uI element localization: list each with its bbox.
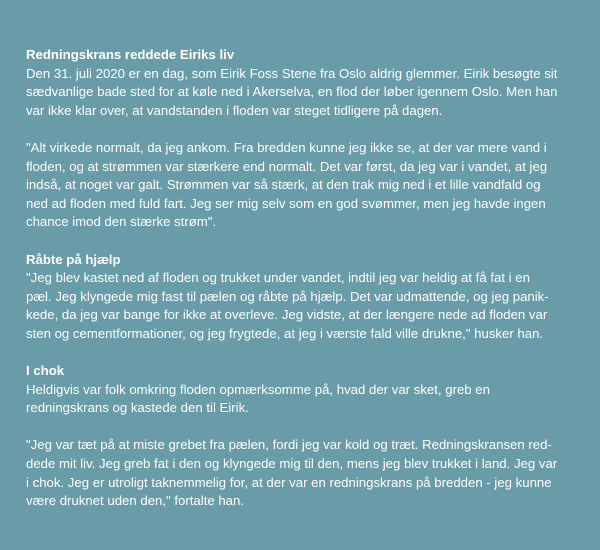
text-line: floden, og at strømmen var stærkere end normalt. Det var først, da jeg var i vandet, at jeg [26, 158, 548, 174]
article-title: Redningskrans reddede Eiriks liv [26, 47, 235, 62]
section2-paragraph [26, 269, 574, 343]
section-heading: I chok [26, 363, 65, 379]
text-line: sten og cementformationer, og jeg frygtede, at jeg i værste fald ville drukne," husker han. [26, 325, 544, 341]
text-line: i chok. Jeg er utroligt taknemmelig for, at der var en redningskrans på bredden - jeg kunne [26, 474, 552, 490]
text-line: var ikke klar over, at vandstanden i floden var steget tidligere på dagen. [26, 102, 443, 118]
text-line: pæl. Jeg klyngede mig fast til pælen og råbte på hjælp. Det var udmattende, og jeg panik- [26, 288, 549, 304]
text-line: dede mit liv. Jeg greb fat i den og klyngede mig til den, mens jeg blev trukket i land. Jeg var [26, 456, 558, 472]
text-line: indså, at noget var galt. Strømmen var så stærk, at den trak mig ned i et lille vandfald og [26, 177, 541, 193]
text-line: "Jeg var tæt på at miste grebet fra pælen, fordi jeg var kold og træt. Redningskransen red- [26, 437, 552, 453]
text-line: chance imod den stærke strøm". [26, 214, 217, 230]
section-i-chok [26, 362, 574, 511]
text-line: kede, da jeg var bange for ikke at overleve. Jeg vidste, at der længere nede ad floden var [26, 307, 548, 323]
section-heading: Råbte på hjælp [26, 251, 121, 267]
text-line: sædvanlige bade sted for at køle ned i Akerselva, en flod der løber igennem Oslo. Men han [26, 84, 558, 100]
section-raabte-paa-hjaelp [26, 251, 574, 344]
text-line: Heldigvis var folk omkring floden opmærksomme på, hvad der var sket, greb en [26, 381, 490, 397]
text-line: være druknet uden den," fortalte han. [26, 493, 245, 509]
section3-paragraph [26, 381, 574, 418]
text-line: Den 31. juli 2020 er en dag, som Eirik Foss Stene fra Oslo aldrig glemmer. Eirik besøgte sit [26, 65, 558, 81]
text-line: "Jeg blev kastet ned af floden og trukket under vandet, indtil jeg var heldig at få fat i en [26, 270, 530, 286]
quote-paragraph-1 [26, 139, 574, 232]
intro-paragraph [26, 65, 574, 121]
text-line: ned ad floden med fuld fart. Jeg ser mig selv som en god svømmer, men jeg havde ingen [26, 195, 546, 211]
quote-paragraph-2 [26, 436, 574, 510]
text-line: redningskrans og kastede den til Eirik. [26, 400, 249, 416]
section-intro [26, 46, 574, 232]
text-line: "Alt virkede normalt, da jeg ankom. Fra bredden kunne jeg ikke se, at der var mere vand i [26, 139, 547, 155]
